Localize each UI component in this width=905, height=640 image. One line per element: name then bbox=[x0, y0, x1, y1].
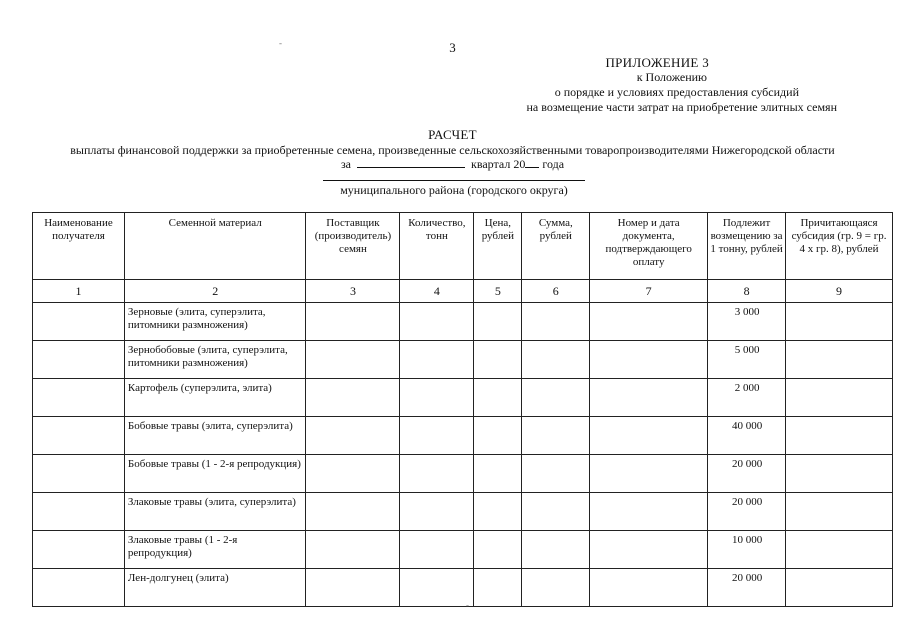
column-number: 2 bbox=[124, 280, 306, 303]
empty-cell bbox=[522, 417, 590, 455]
seed-material-cell: Злаковые травы (1 - 2-я репродукция) bbox=[124, 531, 306, 569]
appendix-line-3: на возмещение части затрат на приобретение элитных семян bbox=[526, 100, 837, 114]
calculation-title: РАСЧЕТ bbox=[428, 127, 477, 142]
empty-cell bbox=[306, 531, 400, 569]
table-row bbox=[33, 341, 893, 379]
column-number: 5 bbox=[474, 280, 522, 303]
page-number: 3 bbox=[449, 40, 456, 55]
empty-cell bbox=[786, 569, 893, 607]
table-row bbox=[33, 303, 893, 341]
quarter-label: квартал 20 bbox=[471, 157, 526, 171]
empty-cell bbox=[590, 417, 708, 455]
empty-cell bbox=[786, 455, 893, 493]
column-number: 7 bbox=[590, 280, 708, 303]
empty-cell bbox=[33, 303, 125, 341]
empty-cell bbox=[522, 569, 590, 607]
column-header: Номер и дата документа, подтверждающего оплату bbox=[590, 213, 708, 280]
year-label: года bbox=[542, 157, 565, 171]
empty-cell bbox=[400, 493, 474, 531]
empty-cell bbox=[400, 569, 474, 607]
column-header: Цена, рублей bbox=[474, 213, 522, 280]
district-label: муниципального района (городского округа) bbox=[323, 180, 585, 198]
table-row bbox=[33, 531, 893, 569]
column-header: Поставщик (производитель) семян bbox=[306, 213, 400, 280]
empty-cell bbox=[306, 341, 400, 379]
reimbursement-per-ton-cell: 20 000 bbox=[708, 569, 786, 607]
scan-speck: - bbox=[279, 38, 282, 48]
empty-cell bbox=[33, 379, 125, 417]
empty-cell bbox=[306, 455, 400, 493]
table-row bbox=[33, 455, 893, 493]
empty-cell bbox=[522, 379, 590, 417]
reimbursement-per-ton-cell: 5 000 bbox=[708, 341, 786, 379]
table-row bbox=[33, 379, 893, 417]
reimbursement-per-ton-cell: 20 000 bbox=[708, 455, 786, 493]
empty-cell bbox=[400, 417, 474, 455]
column-header: Подлежит возмещению за 1 тонну, рублей bbox=[708, 213, 786, 280]
empty-cell bbox=[474, 455, 522, 493]
seed-material-cell: Бобовые травы (элита, суперэлита) bbox=[124, 417, 306, 455]
year-blank bbox=[525, 157, 539, 168]
column-header: Количество, тонн bbox=[400, 213, 474, 280]
empty-cell bbox=[474, 493, 522, 531]
column-number-row bbox=[33, 280, 893, 303]
empty-cell bbox=[33, 417, 125, 455]
empty-cell bbox=[474, 303, 522, 341]
empty-cell bbox=[522, 455, 590, 493]
column-number: 4 bbox=[400, 280, 474, 303]
appendix-line-1: к Положению bbox=[636, 70, 707, 84]
empty-cell bbox=[474, 569, 522, 607]
empty-cell bbox=[400, 341, 474, 379]
scan-speck: - bbox=[466, 600, 469, 610]
table-row bbox=[33, 493, 893, 531]
empty-cell bbox=[590, 531, 708, 569]
column-header: Сумма, рублей bbox=[522, 213, 590, 280]
column-number: 3 bbox=[306, 280, 400, 303]
appendix-line-2: о порядке и условиях предоставления субсидий bbox=[554, 85, 799, 99]
seed-material-cell: Зерновые (элита, суперэлита, питомники размножения) bbox=[124, 303, 306, 341]
empty-cell bbox=[33, 341, 125, 379]
empty-cell bbox=[590, 493, 708, 531]
empty-cell bbox=[522, 341, 590, 379]
reimbursement-per-ton-cell: 40 000 bbox=[708, 417, 786, 455]
subsidy-table bbox=[32, 212, 893, 607]
empty-cell bbox=[33, 569, 125, 607]
reimbursement-per-ton-cell: 2 000 bbox=[708, 379, 786, 417]
column-number: 9 bbox=[786, 280, 893, 303]
empty-cell bbox=[590, 379, 708, 417]
empty-cell bbox=[306, 303, 400, 341]
empty-cell bbox=[306, 379, 400, 417]
empty-cell bbox=[786, 379, 893, 417]
empty-cell bbox=[786, 493, 893, 531]
empty-cell bbox=[590, 341, 708, 379]
empty-cell bbox=[474, 531, 522, 569]
empty-cell bbox=[786, 303, 893, 341]
header-row bbox=[33, 213, 893, 280]
column-number: 1 bbox=[33, 280, 125, 303]
empty-cell bbox=[306, 493, 400, 531]
empty-cell bbox=[400, 531, 474, 569]
empty-cell bbox=[786, 417, 893, 455]
reimbursement-per-ton-cell: 10 000 bbox=[708, 531, 786, 569]
empty-cell bbox=[306, 417, 400, 455]
empty-cell bbox=[522, 493, 590, 531]
empty-cell bbox=[306, 569, 400, 607]
empty-cell bbox=[474, 379, 522, 417]
for-label: за bbox=[340, 157, 352, 171]
table-row bbox=[33, 569, 893, 607]
empty-cell bbox=[400, 379, 474, 417]
reimbursement-per-ton-cell: 3 000 bbox=[708, 303, 786, 341]
empty-cell bbox=[33, 531, 125, 569]
empty-cell bbox=[33, 493, 125, 531]
seed-material-cell: Зернобобовые (элита, суперэлита, питомники размножения) bbox=[124, 341, 306, 379]
empty-cell bbox=[590, 303, 708, 341]
column-header: Причитающаяся субсидия (гр. 9 = гр. 4 х гр. 8), рублей bbox=[786, 213, 893, 280]
seed-material-cell: Лен-долгунец (элита) bbox=[124, 569, 306, 607]
seed-material-cell: Картофель (суперэлита, элита) bbox=[124, 379, 306, 417]
calculation-subtitle: выплаты финансовой поддержки за приобретенные семена, произведенные сельскохозяйственными товаропроизводителями Нижегородской области bbox=[70, 142, 835, 157]
empty-cell bbox=[522, 531, 590, 569]
empty-cell bbox=[474, 417, 522, 455]
empty-cell bbox=[590, 569, 708, 607]
empty-cell bbox=[786, 531, 893, 569]
empty-cell bbox=[400, 455, 474, 493]
column-number: 6 bbox=[522, 280, 590, 303]
seed-material-cell: Бобовые травы (1 - 2-я репродукция) bbox=[124, 455, 306, 493]
empty-cell bbox=[33, 455, 125, 493]
quarter-line bbox=[0, 157, 905, 172]
empty-cell bbox=[590, 455, 708, 493]
column-header: Семенной материал bbox=[124, 213, 306, 280]
empty-cell bbox=[400, 303, 474, 341]
empty-cell bbox=[786, 341, 893, 379]
empty-cell bbox=[522, 303, 590, 341]
calculation-heading bbox=[0, 128, 905, 172]
appendix-title: ПРИЛОЖЕНИЕ 3 bbox=[605, 55, 709, 70]
empty-cell bbox=[474, 341, 522, 379]
column-number: 8 bbox=[708, 280, 786, 303]
reimbursement-per-ton-cell: 20 000 bbox=[708, 493, 786, 531]
seed-material-cell: Злаковые травы (элита, суперэлита) bbox=[124, 493, 306, 531]
appendix-block bbox=[527, 55, 838, 115]
column-header: Наименование получателя bbox=[33, 213, 125, 280]
quarter-blank bbox=[357, 157, 465, 168]
table-row bbox=[33, 417, 893, 455]
